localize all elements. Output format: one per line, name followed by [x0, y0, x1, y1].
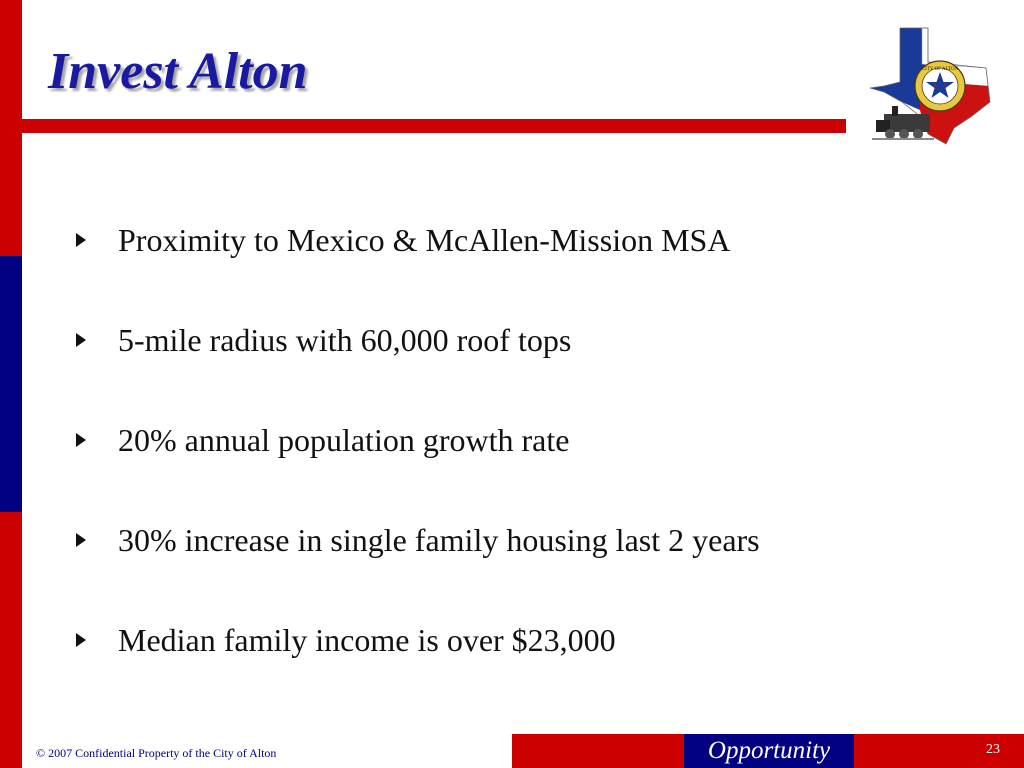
bullet-item	[70, 190, 760, 290]
left-stripe-red-bottom	[0, 512, 22, 768]
triangle-bullet-icon	[70, 233, 118, 247]
triangle-bullet-icon	[70, 533, 118, 547]
bullet-text: 5-mile radius with 60,000 roof tops	[118, 321, 572, 358]
page-number: 23	[986, 742, 1000, 757]
footer-opportunity-tag: Opportunity	[684, 734, 854, 768]
bullet-text: Median family income is over $23,000	[118, 621, 616, 658]
left-stripe-red-top	[0, 0, 22, 256]
bullet-item	[70, 590, 760, 690]
svg-text:CITY OF ALTON: CITY OF ALTON	[921, 67, 959, 72]
title-underline-bar	[22, 119, 846, 133]
bullet-text: Proximity to Mexico & McAllen-Mission MSA	[118, 221, 731, 258]
footer-copyright: © 2007 Confidential Property of the City of Alton	[36, 746, 277, 760]
texas-map-icon	[862, 22, 992, 152]
slide-title: Invest Alton	[48, 43, 308, 100]
bullet-text: 30% increase in single family housing last 2 years	[118, 521, 760, 558]
bullet-item	[70, 490, 760, 590]
triangle-bullet-icon	[70, 433, 118, 447]
bullet-item	[70, 290, 760, 390]
bullet-text: 20% annual population growth rate	[118, 421, 570, 458]
city-of-alton-logo	[862, 22, 992, 152]
triangle-bullet-icon	[70, 333, 118, 347]
svg-text:E X: E X	[933, 84, 947, 89]
bullet-item	[70, 390, 760, 490]
left-stripe-blue	[0, 256, 22, 512]
bullet-list	[70, 190, 760, 690]
triangle-bullet-icon	[70, 633, 118, 647]
